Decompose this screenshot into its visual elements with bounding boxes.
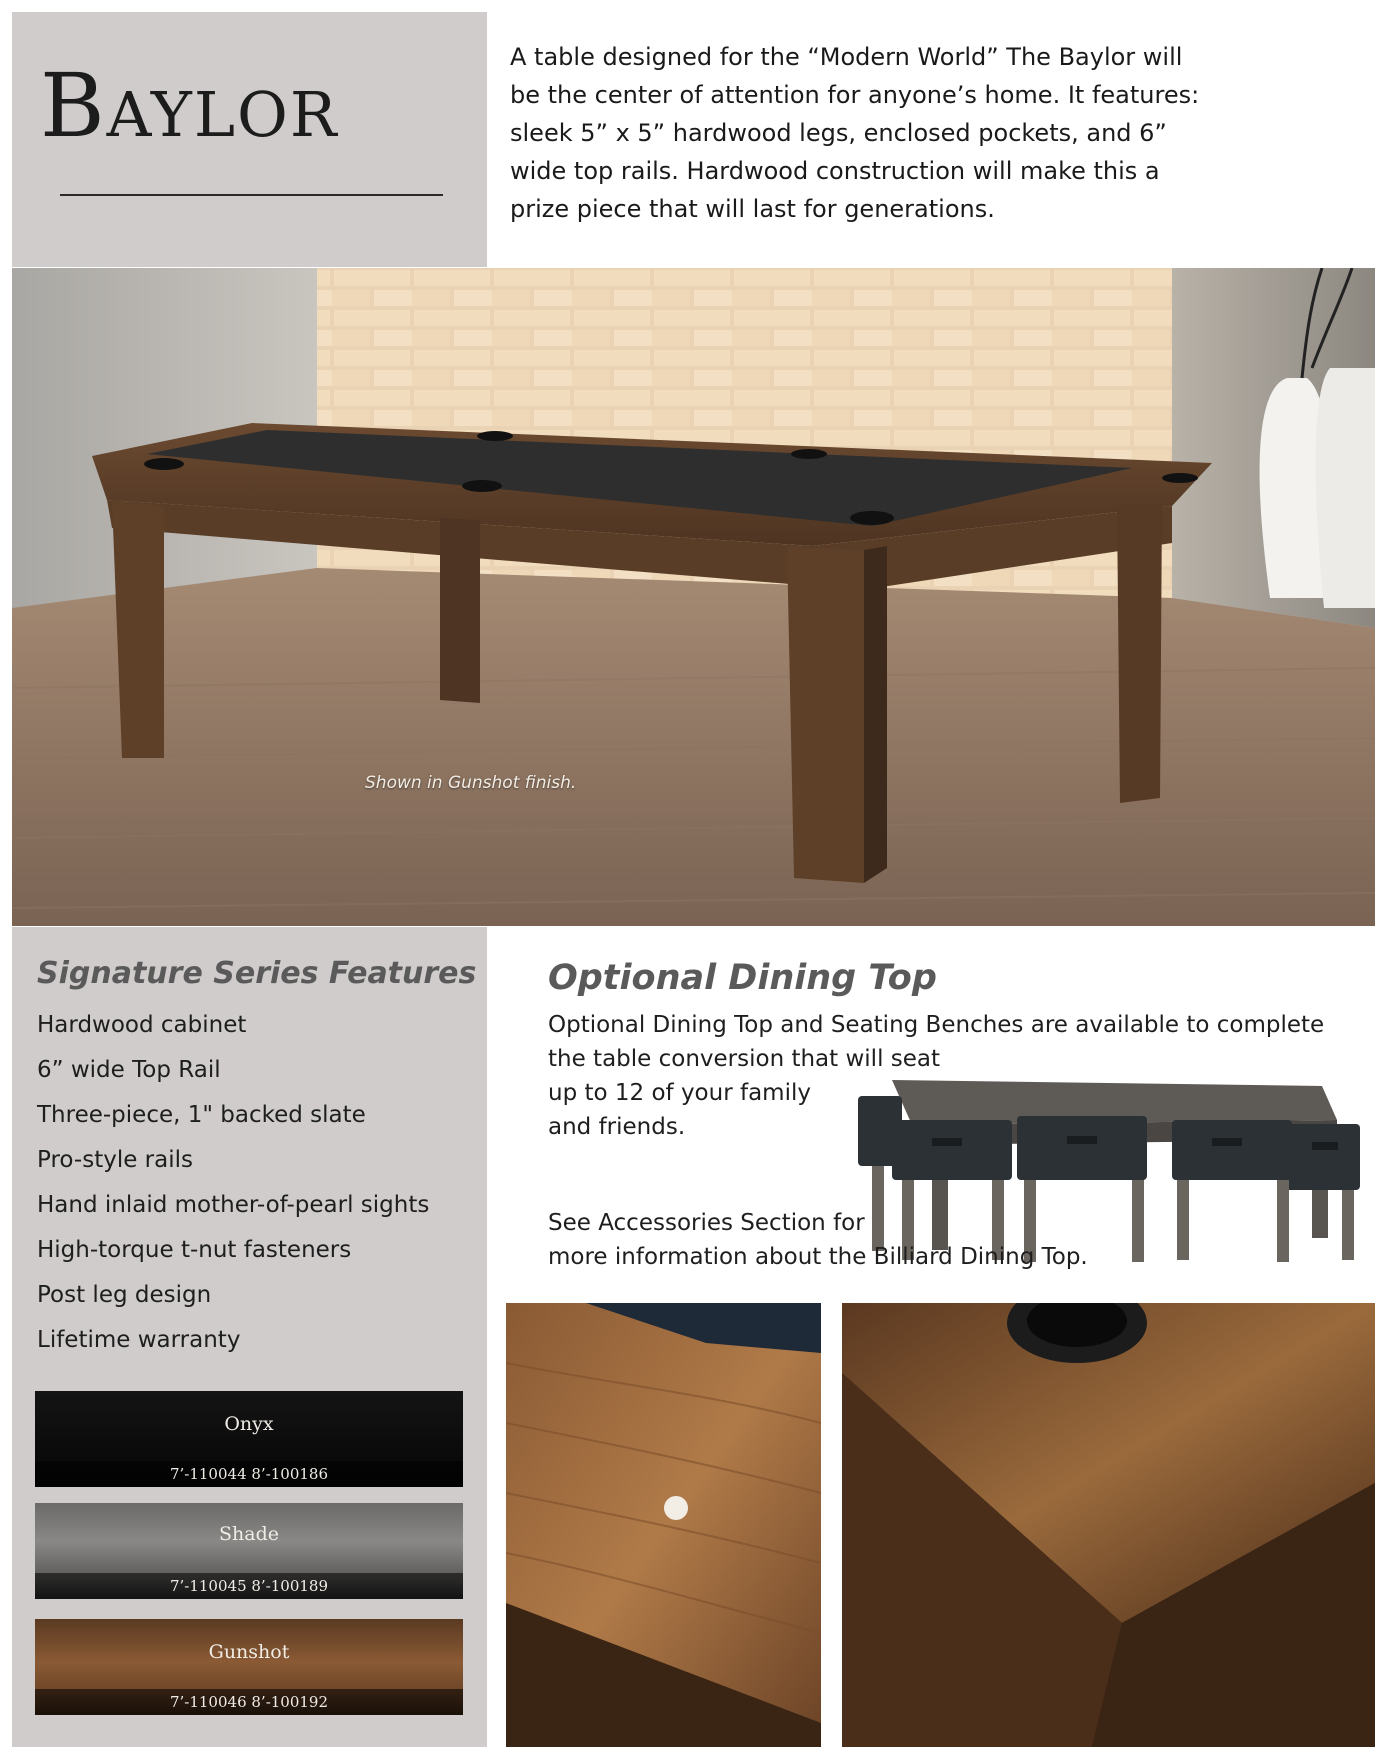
title-underline bbox=[60, 194, 443, 196]
corner-pocket-detail-photo bbox=[842, 1303, 1375, 1747]
rail-sight-detail-photo bbox=[506, 1303, 821, 1747]
dining-line: the table conversion that will seat bbox=[548, 1046, 941, 1072]
finish-name: Gunshot bbox=[208, 1641, 290, 1663]
dining-line: and friends. bbox=[548, 1114, 686, 1140]
dining-line: up to 12 of your family bbox=[548, 1080, 811, 1106]
feature-item: Hand inlaid mother-of-pearl sights bbox=[37, 1192, 430, 1218]
hero-photo bbox=[12, 268, 1375, 926]
feature-item: Hardwood cabinet bbox=[37, 1012, 247, 1038]
dining-heading: Optional Dining Top bbox=[548, 958, 937, 998]
hero-caption: Shown in Gunshot finish. bbox=[365, 773, 577, 793]
feature-item: 6” wide Top Rail bbox=[37, 1057, 221, 1083]
intro-paragraph: A table designed for the “Modern World” The Baylor will be the center of attention for anyone’s home. It features: sleek 5” x 5” hardwood legs, enclosed pockets, and 6” wide top rails. Hardwood construction will make this a prize piece that will last for generations. bbox=[510, 43, 1200, 223]
feature-item: Lifetime warranty bbox=[37, 1327, 241, 1353]
finish-codes: 7’-110044 8’-100186 bbox=[35, 1461, 463, 1487]
feature-item: Post leg design bbox=[37, 1282, 212, 1308]
feature-item: High-torque t-nut fasteners bbox=[37, 1237, 352, 1263]
accessories-line: more information about the Billiard Dining Top. bbox=[548, 1244, 1088, 1270]
features-list bbox=[37, 1003, 429, 1363]
finish-swatch-shade bbox=[35, 1503, 463, 1599]
accessories-line: See Accessories Section for bbox=[548, 1210, 865, 1236]
finish-name: Onyx bbox=[224, 1413, 274, 1435]
finish-swatch-gunshot bbox=[35, 1619, 463, 1715]
feature-item: Three-piece, 1" backed slate bbox=[37, 1102, 366, 1128]
finish-codes: 7’-110045 8’-100189 bbox=[35, 1573, 463, 1599]
finish-swatch-onyx bbox=[35, 1391, 463, 1487]
finish-name: Shade bbox=[219, 1523, 279, 1545]
product-title: Baylor bbox=[40, 54, 339, 157]
features-heading: Signature Series Features bbox=[37, 956, 477, 991]
accessories-note bbox=[548, 1206, 1188, 1274]
dining-line: Optional Dining Top and Seating Benches are available to complete bbox=[548, 1012, 1325, 1038]
finish-codes: 7’-110046 8’-100192 bbox=[35, 1689, 463, 1715]
feature-item: Pro-style rails bbox=[37, 1147, 193, 1173]
